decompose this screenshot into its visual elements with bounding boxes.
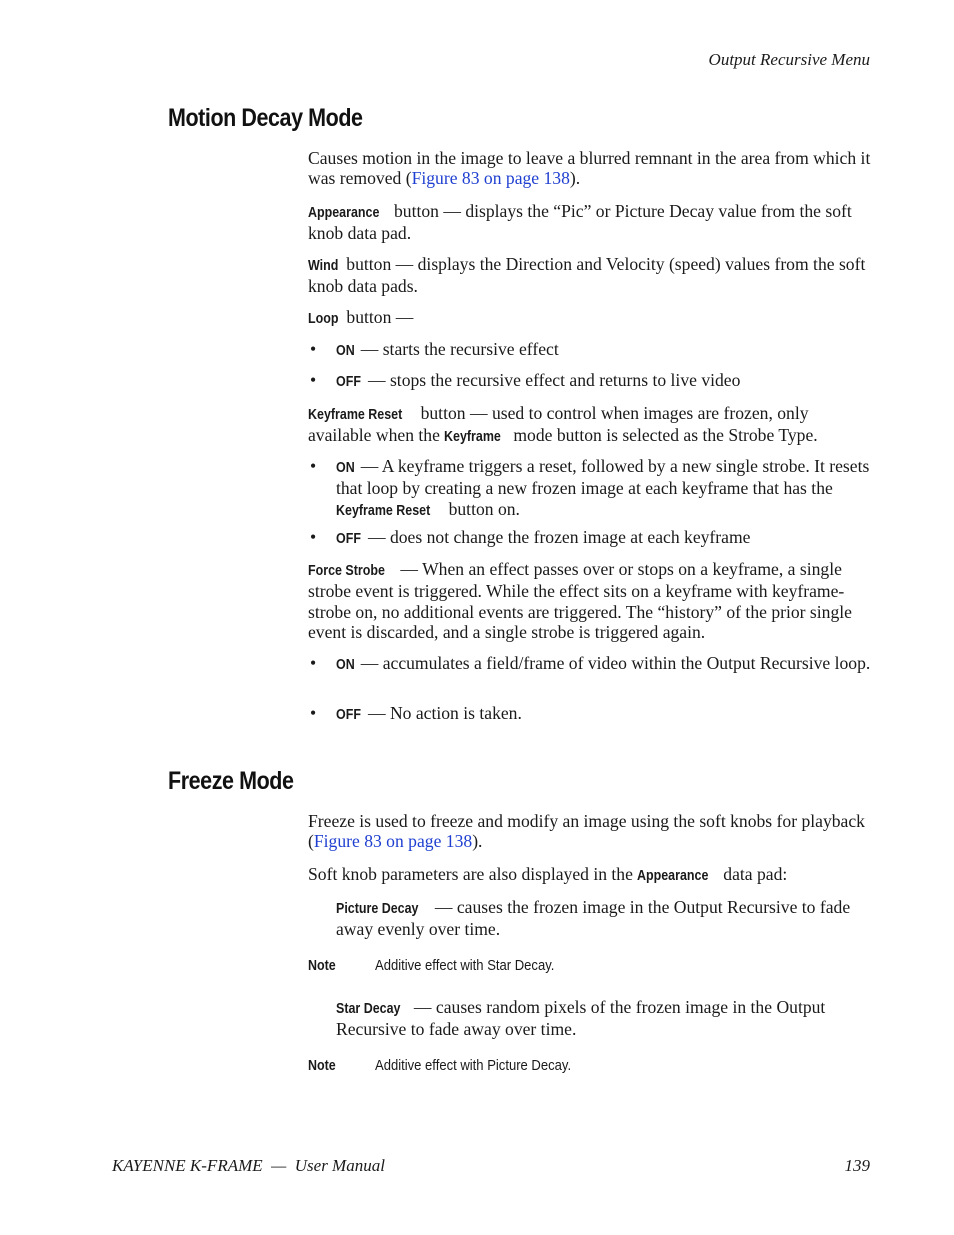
keyframe-reset-off-item — [336, 527, 873, 549]
soft-knob-end: data pad: — [718, 864, 788, 884]
fs-on-keyword: ON — [336, 657, 355, 673]
force-strobe-on-item — [336, 653, 873, 675]
force-strobe-text: — When an effect passes over or stops on a keyframe, a single strobe event is triggered. While the effect sits on a keyframe with keyframe-strobe on, no additional events are triggered. The “history” of the prior single event is discarded, and a single strobe is triggered again. — [308, 559, 852, 643]
bullet-dot: • — [310, 456, 317, 476]
star-decay-text: — causes random pixels of the frozen image in the Output Recursive to fade away over time. — [336, 997, 826, 1040]
footer-page-number: 139 — [844, 1156, 870, 1175]
loop-text: button — — [342, 307, 414, 327]
fs-on-text: — accumulates a field/frame of video within the Output Recursive loop. — [356, 653, 871, 673]
soft-knob-text: Soft knob parameters are also displayed in the — [308, 864, 638, 884]
loop-keyword: Loop — [308, 311, 339, 327]
force-strobe-paragraph — [308, 559, 873, 643]
keyframe-reset-text-end: mode button is selected as the Strobe Type. — [508, 425, 818, 446]
note-label-2: Note — [308, 1058, 336, 1074]
kr-off-keyword: OFF — [336, 531, 361, 547]
appearance-text: button — displays the “Pic” or Picture Decay value from the soft knob data pad. — [308, 201, 852, 244]
fs-off-keyword: OFF — [336, 707, 361, 723]
keyframe-reset-text: button — used to control when images are frozen, only available when the — [308, 403, 809, 446]
loop-on-text: — starts the recursive effect — [356, 339, 559, 359]
motion-intro-end: ). — [569, 168, 581, 189]
bullet-dot: • — [310, 703, 317, 723]
soft-appearance-keyword: Appearance — [637, 868, 709, 884]
loop-paragraph — [308, 307, 873, 329]
bullet-dot: • — [310, 527, 317, 547]
star-decay-keyword: Star Decay — [336, 1001, 401, 1017]
bullet-dot: • — [310, 653, 317, 673]
fs-off-text: — No action is taken. — [363, 703, 522, 723]
wind-paragraph — [308, 254, 873, 297]
appearance-keyword: Appearance — [308, 205, 380, 221]
appearance-paragraph — [308, 201, 873, 244]
bullet-dot: • — [310, 370, 317, 390]
freeze-intro-text: Freeze is used to freeze and modify an image using the soft knobs for playback ( — [308, 811, 865, 852]
loop-off-item — [336, 370, 873, 392]
motion-intro-text: Causes motion in the image to leave a blurred remnant in the area from which it was removed ( — [308, 148, 871, 189]
freeze-intro-end: ). — [472, 831, 483, 852]
picture-decay-paragraph — [336, 897, 873, 940]
loop-off-text: — stops the recursive effect and returns to live video — [363, 370, 741, 390]
kr-on-text-end: button on. — [444, 498, 520, 519]
kr-on-keyword-2: Keyframe Reset — [336, 502, 431, 519]
force-strobe-keyword: Force Strobe — [308, 563, 385, 579]
keyframe-reset-paragraph — [308, 403, 873, 448]
keyframe-reset-keyword: Keyframe Reset — [308, 407, 403, 423]
freeze-intro-paragraph — [308, 811, 873, 852]
motion-intro-paragraph — [308, 148, 873, 189]
section-title-freeze: Freeze Mode — [168, 767, 294, 795]
loop-on-keyword: ON — [336, 343, 355, 359]
kr-on-keyword: ON — [336, 460, 355, 476]
keyframe-reset-on-item — [336, 456, 873, 521]
kr-off-text: — does not change the frozen image at each keyframe — [363, 527, 751, 547]
footer-manual-title: KAYENNE K-FRAME — User Manual — [112, 1156, 385, 1175]
note-label-1: Note — [308, 958, 336, 974]
wind-text: button — displays the Direction and Velocity (speed) values from the soft knob data pads. — [308, 254, 866, 297]
wind-keyword: Wind — [308, 258, 339, 274]
kr-on-text: — A keyframe triggers a reset, followed by a new single strobe. It resets that loop by creating a new frozen image at each keyframe that has the — [336, 456, 870, 499]
running-header: Output Recursive Menu — [708, 50, 870, 69]
bullet-dot: • — [310, 339, 317, 359]
soft-knob-paragraph — [308, 864, 873, 886]
star-decay-paragraph — [336, 997, 873, 1040]
freeze-figure-link[interactable]: Figure 83 on page 138 — [313, 831, 473, 852]
loop-on-item — [336, 339, 873, 361]
keyframe-keyword: Keyframe — [444, 429, 502, 446]
picture-decay-keyword: Picture Decay — [336, 901, 419, 917]
loop-off-keyword: OFF — [336, 374, 361, 390]
force-strobe-off-item — [336, 703, 873, 725]
note-text-1: Additive effect with Star Decay. — [375, 958, 555, 974]
section-title-motion-decay: Motion Decay Mode — [168, 104, 363, 132]
picture-decay-text: — causes the frozen image in the Output Recursive to fade away evenly over time. — [336, 897, 851, 940]
note-text-2: Additive effect with Picture Decay. — [375, 1058, 572, 1074]
motion-figure-link[interactable]: Figure 83 on page 138 — [411, 168, 570, 189]
